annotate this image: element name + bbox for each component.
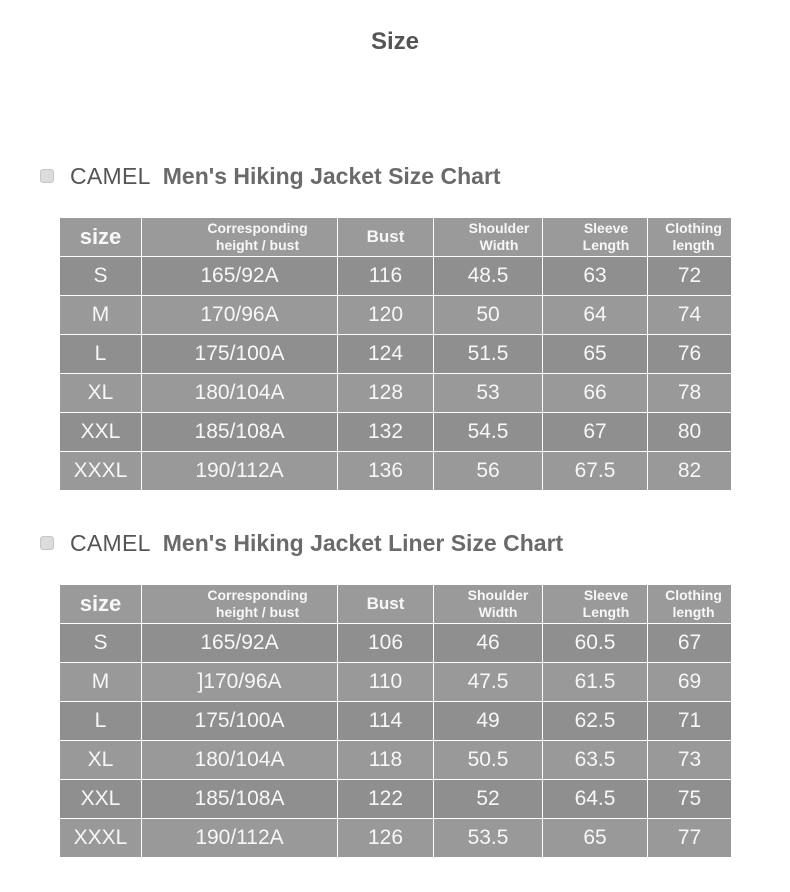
cell-shoulder-width: 53 xyxy=(434,374,543,413)
cell-height-bust: 175/100A xyxy=(142,702,338,741)
header-height-bust xyxy=(142,218,338,257)
cell-clothing-length: 75 xyxy=(648,780,732,819)
header-size: size xyxy=(60,585,142,624)
cell-sleeve-length: 66 xyxy=(543,374,648,413)
cell-clothing-length: 67 xyxy=(648,624,732,663)
header-line: Length xyxy=(582,237,630,253)
header-clothing-length xyxy=(648,218,732,257)
cell-bust: 106 xyxy=(338,624,434,663)
cell-clothing-length: 71 xyxy=(648,702,732,741)
cell-clothing-length: 69 xyxy=(648,663,732,702)
header-line: Sleeve xyxy=(583,587,629,603)
table-row xyxy=(60,413,732,452)
cell-size: S xyxy=(60,257,142,296)
cell-size: L xyxy=(60,335,142,374)
cell-shoulder-width: 47.5 xyxy=(434,663,543,702)
cell-shoulder-width: 50.5 xyxy=(434,741,543,780)
cell-shoulder-width: 51.5 xyxy=(434,335,543,374)
table-row xyxy=(60,335,732,374)
table-row xyxy=(60,624,732,663)
table-row xyxy=(60,780,732,819)
chart-title: Men's Hiking Jacket Liner Size Chart xyxy=(162,529,564,556)
cell-clothing-length: 76 xyxy=(648,335,732,374)
cell-shoulder-width: 48.5 xyxy=(434,257,543,296)
cell-bust: 124 xyxy=(338,335,434,374)
cell-bust: 118 xyxy=(338,741,434,780)
header-line: length xyxy=(672,604,715,620)
cell-height-bust: 170/96A xyxy=(142,296,338,335)
cell-size: M xyxy=(60,296,142,335)
cell-height-bust: 175/100A xyxy=(142,335,338,374)
cell-clothing-length: 77 xyxy=(648,819,732,858)
header-line: Corresponding xyxy=(207,587,308,603)
cell-sleeve-length: 65 xyxy=(543,335,648,374)
cell-sleeve-length: 64.5 xyxy=(543,780,648,819)
cell-sleeve-length: 61.5 xyxy=(543,663,648,702)
header-sleeve-length xyxy=(543,585,648,624)
table-row xyxy=(60,374,732,413)
cell-height-bust: 185/108A xyxy=(142,413,338,452)
header-height-bust xyxy=(142,585,338,624)
cell-clothing-length: 82 xyxy=(648,452,732,491)
cell-sleeve-length: 63.5 xyxy=(543,741,648,780)
header-shoulder-width xyxy=(434,218,543,257)
table-header-row xyxy=(60,585,732,624)
cell-shoulder-width: 56 xyxy=(434,452,543,491)
header-shoulder-width xyxy=(434,585,543,624)
cell-bust: 120 xyxy=(338,296,434,335)
header-line: Corresponding xyxy=(207,220,308,236)
cell-bust: 114 xyxy=(338,702,434,741)
cell-shoulder-width: 52 xyxy=(434,780,543,819)
cell-sleeve-length: 67 xyxy=(543,413,648,452)
cell-size: L xyxy=(60,702,142,741)
header-line: Clothing xyxy=(665,220,722,236)
bullet-square-icon xyxy=(40,169,54,183)
header-clothing-length xyxy=(648,585,732,624)
table-row xyxy=(60,741,732,780)
header-line: length xyxy=(672,237,715,253)
cell-clothing-length: 78 xyxy=(648,374,732,413)
header-line: Sleeve xyxy=(583,220,629,236)
brand-name: CAMEL xyxy=(70,162,151,189)
section-heading-liner xyxy=(40,528,563,558)
cell-height-bust: 180/104A xyxy=(142,374,338,413)
cell-clothing-length: 74 xyxy=(648,296,732,335)
header-line: Shoulder xyxy=(468,220,530,236)
cell-size: XL xyxy=(60,374,142,413)
cell-sleeve-length: 60.5 xyxy=(543,624,648,663)
header-bust: Bust xyxy=(338,218,434,257)
header-line: height / bust xyxy=(215,604,300,620)
cell-bust: 122 xyxy=(338,780,434,819)
cell-sleeve-length: 64 xyxy=(543,296,648,335)
cell-size: XXXL xyxy=(60,819,142,858)
cell-height-bust: 165/92A xyxy=(142,624,338,663)
table-row xyxy=(60,819,732,858)
table-row xyxy=(60,663,732,702)
cell-bust: 132 xyxy=(338,413,434,452)
header-bust: Bust xyxy=(338,585,434,624)
cell-bust: 128 xyxy=(338,374,434,413)
cell-height-bust: 185/108A xyxy=(142,780,338,819)
cell-shoulder-width: 46 xyxy=(434,624,543,663)
cell-height-bust: ]170/96A xyxy=(142,663,338,702)
cell-bust: 110 xyxy=(338,663,434,702)
cell-bust: 116 xyxy=(338,257,434,296)
cell-sleeve-length: 65 xyxy=(543,819,648,858)
cell-size: XXXL xyxy=(60,452,142,491)
cell-size: XXL xyxy=(60,780,142,819)
brand-name: CAMEL xyxy=(70,529,151,556)
cell-height-bust: 165/92A xyxy=(142,257,338,296)
cell-height-bust: 190/112A xyxy=(142,819,338,858)
cell-sleeve-length: 62.5 xyxy=(543,702,648,741)
header-line: Length xyxy=(582,604,630,620)
header-line: Width xyxy=(479,237,519,253)
header-line: Clothing xyxy=(665,587,722,603)
cell-shoulder-width: 50 xyxy=(434,296,543,335)
table-row xyxy=(60,452,732,491)
size-table-liner xyxy=(59,584,732,858)
cell-height-bust: 190/112A xyxy=(142,452,338,491)
cell-bust: 136 xyxy=(338,452,434,491)
page-title: Size xyxy=(370,28,420,55)
table-row xyxy=(60,702,732,741)
cell-size: M xyxy=(60,663,142,702)
size-table-jacket xyxy=(59,217,732,491)
chart-title: Men's Hiking Jacket Size Chart xyxy=(162,162,501,189)
cell-height-bust: 180/104A xyxy=(142,741,338,780)
cell-clothing-length: 73 xyxy=(648,741,732,780)
cell-size: XL xyxy=(60,741,142,780)
table-row xyxy=(60,257,732,296)
section-heading-jacket xyxy=(40,161,501,191)
header-size: size xyxy=(60,218,142,257)
cell-shoulder-width: 53.5 xyxy=(434,819,543,858)
table-header-row xyxy=(60,218,732,257)
header-sleeve-length xyxy=(543,218,648,257)
header-line: Width xyxy=(478,604,518,620)
cell-bust: 126 xyxy=(338,819,434,858)
table-row xyxy=(60,296,732,335)
header-line: height / bust xyxy=(215,237,300,253)
bullet-square-icon xyxy=(40,536,54,550)
cell-shoulder-width: 54.5 xyxy=(434,413,543,452)
header-line: Shoulder xyxy=(467,587,529,603)
cell-clothing-length: 80 xyxy=(648,413,732,452)
cell-size: S xyxy=(60,624,142,663)
cell-sleeve-length: 67.5 xyxy=(543,452,648,491)
cell-clothing-length: 72 xyxy=(648,257,732,296)
cell-sleeve-length: 63 xyxy=(543,257,648,296)
cell-size: XXL xyxy=(60,413,142,452)
cell-shoulder-width: 49 xyxy=(434,702,543,741)
